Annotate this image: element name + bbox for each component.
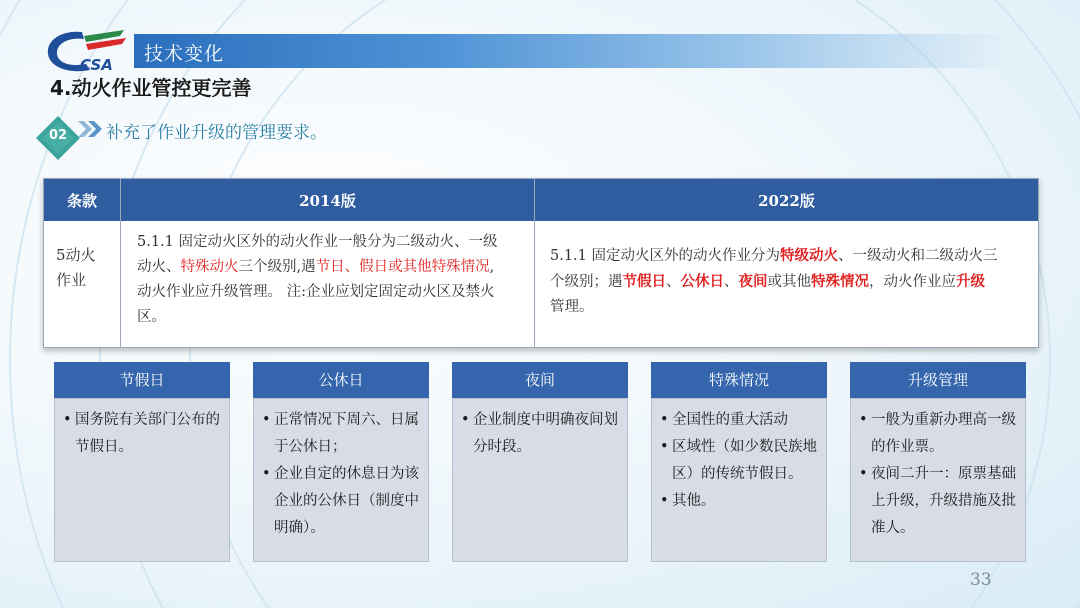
- list-item: • 一般为重新办理高一级的作业票。: [871, 407, 1019, 461]
- header-2014: 2014版: [299, 192, 356, 210]
- card-title: 公休日: [253, 362, 429, 398]
- cell-2014-version: [137, 230, 499, 330]
- csa-logo: [40, 26, 130, 78]
- highlight-text: 特殊情况: [811, 273, 869, 290]
- card-body: [850, 398, 1026, 562]
- list-item: • 全国性的重大活动: [672, 407, 820, 434]
- highlight-text: 夜间: [738, 273, 768, 290]
- card-body: [253, 398, 429, 562]
- card-list: [652, 399, 826, 515]
- text-segment: 5.1.1 固定动火区外的动火作业分为: [550, 248, 781, 264]
- comparison-table: [43, 178, 1039, 348]
- text-segment: 、: [724, 274, 739, 290]
- header-2022: 2022版: [758, 192, 815, 210]
- clause-cell: 5动火作业: [56, 246, 96, 289]
- page-number: 33: [970, 570, 992, 590]
- text-segment: 、一级动火和二级动火三个级别；遇: [550, 248, 998, 290]
- highlight-text: 节假日: [622, 273, 666, 290]
- card-title: 节假日: [54, 362, 230, 398]
- text-segment: 三个级别,遇: [238, 259, 316, 275]
- column-divider: [534, 179, 535, 347]
- card-body: [54, 398, 230, 562]
- card: [452, 362, 628, 562]
- card-body: [452, 398, 628, 562]
- page-subtitle: 4.动火作业管控更完善: [50, 76, 252, 100]
- list-item: • 正常情况下周六、日属于公休日；: [274, 407, 422, 461]
- card-list: [254, 399, 428, 542]
- highlight-text: 节日、假日或其他特殊情况: [315, 259, 490, 275]
- highlight-text: 特级动火: [780, 247, 839, 264]
- list-item: • 企业自定的休息日为该企业的公休日（制度中明确）。: [274, 461, 422, 542]
- card-list: [851, 399, 1025, 542]
- list-item: • 企业制度中明确夜间划分时段。: [473, 407, 621, 461]
- card: [54, 362, 230, 562]
- text-segment: ,动火作业应升级管理。 注:企业应划定固定动火区及禁火区。: [137, 259, 495, 325]
- card-title: 特殊情况: [651, 362, 827, 398]
- text-segment: 管理。: [550, 299, 594, 315]
- highlight-text: 特殊动火: [180, 259, 239, 275]
- section-title: 技术变化: [144, 43, 225, 65]
- table-header-row: [44, 179, 1038, 221]
- section-title-bar: [134, 34, 1014, 68]
- list-item: • 其他。: [672, 488, 820, 515]
- text-segment: 或其他: [767, 274, 811, 290]
- text-segment: 5.1.1 固定动火区外的动火作业一般分为二级动火、一级动火、: [137, 234, 498, 275]
- card-list: [55, 399, 229, 461]
- card: [850, 362, 1026, 562]
- cell-2022-version: [550, 243, 998, 320]
- text-segment: 、: [666, 274, 681, 290]
- header-clause: 条款: [66, 192, 97, 210]
- card-title: 升级管理: [850, 362, 1026, 398]
- point-text: 补充了作业升级的管理要求。: [106, 123, 327, 143]
- highlight-text: 升级: [956, 273, 985, 290]
- point-number: 02: [48, 128, 68, 143]
- list-item: • 夜间二升一：原票基础上升级，升级措施及批准人。: [871, 461, 1019, 542]
- card-title: 夜间: [452, 362, 628, 398]
- card-list: [453, 399, 627, 461]
- column-divider: [120, 179, 121, 347]
- double-chevron-icon: [78, 121, 104, 137]
- card: [253, 362, 429, 562]
- highlight-text: 公休日: [680, 273, 724, 290]
- list-item: • 国务院有关部门公布的节假日。: [75, 407, 223, 461]
- text-segment: ，动火作业应: [869, 274, 956, 290]
- card: [651, 362, 827, 562]
- list-item: • 区域性（如少数民族地区）的传统节假日。: [672, 434, 820, 488]
- card-body: [651, 398, 827, 562]
- logo-text: CSA: [80, 56, 113, 74]
